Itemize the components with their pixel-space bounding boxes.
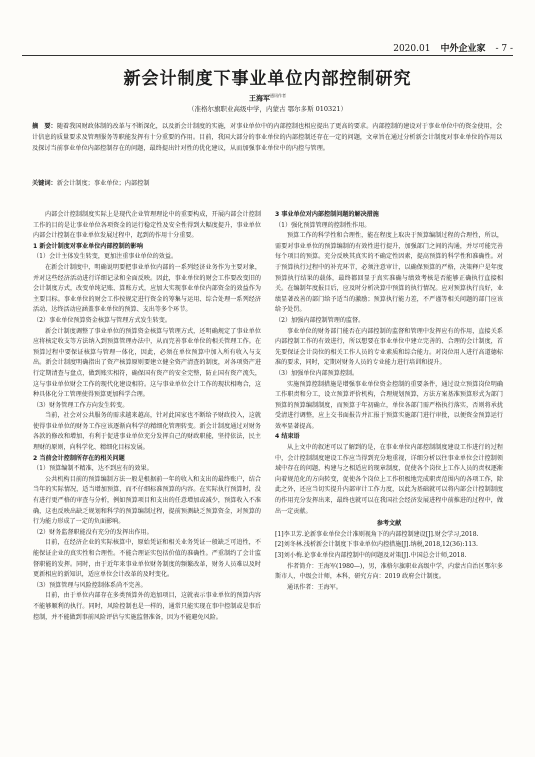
left-subsection-heading: （2）事业单位预算资金核算与管理方式发生转变。	[33, 316, 171, 324]
left-subsection-heading: （1）预算编制不精准，达不到应有的效果。	[33, 465, 153, 473]
author-note: 通讯作者	[270, 93, 286, 98]
left-paragraph: 新会计制度调整了事业单位的预算资金核算与管理方式，还明确规定了事业单位应将核定收支等方法纳入到预算管理办法中，从而完善事业单位的相关管理工作。在预算过程中要保证核算与管理一体化，因此，必须在单位预算中加入所有收入与支出。新会计制度明确指出了资产核算原则要建立健全资产清查的制度，对各项资产进行定期清查与盘点，做到账实相符，确保国有资产的安全完整，防止国有资产流失，这与事业单位财会工作的现代化建设相符。这与事业单位会计工作的现状相吻合，这种具体化分工管理使得预算更加科学合理。	[33, 327, 261, 399]
issue-date: 2020.01	[393, 44, 431, 54]
left-paragraph: 公共机构目前的预算编制方法一般是根据前一年的收入和支出的最终账户，结合当年的实际情况，适当增加预算，而不仔细标准预算的内容。在实际执行预算时，没有进行更严格的审查与分析，例如预算项目和支出的任意增加或减少，预算收入不准确，这也反映出缺乏规划和科学的预算编制过程，提前预测缺乏预算资金，对预算的行为能力形成了一定的负面影响。	[33, 475, 261, 526]
journal-name: 中外企业家	[440, 44, 486, 54]
left-subsection-heading: （3）预算管理与风险控制体系尚不完善。	[33, 581, 147, 589]
keywords	[32, 178, 503, 187]
right-paragraph: 从上文中的叙述可以了解到的是，在事业单位内部控制制度建设工作进行的过程中，会计控制制度建设工作应当得到充分地重视，详细分析以往事业单位会计控制领域中存在的问题，构建与之相适应的现章制度，促使各个岗位上工作人员的责权逐渐向着规范化的方向转变，促使各个岗位上工作积极地完成职责范围内的各项工作，除此之外，还应当切实提升内部审计工作力度，以此为基础就可以将内部会计控制制度的作用充分发挥出来，最终也就可以在我国社会经济发展进程中前推进的过程中，做出一定贡献。	[275, 444, 503, 515]
affiliation: （准格尔旗职业高级中学，内蒙古 鄂尔多斯 010321）	[188, 105, 347, 113]
left-subsection-heading: （3）财务管理工作方向发生转变。	[33, 401, 129, 409]
right-reference-item: [3]刘小梅.论事业单位内部控制中的问题及对策[J].中国总会计师,2018.	[275, 552, 467, 559]
left-subsection-heading: （1）会计主体发生转变，更加注重事业单位的效益。	[33, 253, 178, 261]
left-paragraph: 在新会计制度中，明确说明要把事业单位内部的一系列经济业务作为主要对象，并对这些经济活动进行详细记录和全面反映。因此，事业单位的财会工作要改变旧的会计制度方式，改变单纯记账、算账方式，应加大实现事业单位内部资金的效益作为主要目标。事业单位的财会工作按规定进行资金的筹集与运用、综合处理一系列经济活动、达终活动应涵盖事业单位的预算、支出等多个环节。	[33, 263, 261, 314]
author-name: 王海军	[249, 93, 270, 103]
right-reference-item: [2]刘冬林.浅析新会计制度下事业单位内控措施[J].纳税,2018,12(36):113.	[275, 541, 478, 549]
right-section-heading: 4 结束语	[275, 433, 300, 441]
article-title: 新会计制度下事业单位内部控制研究	[123, 69, 412, 89]
right-column	[275, 210, 503, 593]
right-subsection-heading: （2）加强内部控制管理的监督。	[275, 316, 365, 324]
left-paragraph: 内部会计控制制度实际上是现代企业管理理论中的重要构成，开展内部会计控制工作的目的是让事业单位各项资金的运行稳定性及安全性得到大幅度提升，事业单位内部会计控制在事业单位发展过程中，起到的作用十分重要。	[33, 211, 261, 240]
keywords-text: 新会计制度；事业单位；内部控制	[56, 180, 150, 187]
abstract-text: 随着我国财政体制的改革与不断深化，以及新会计制度的实施，对事业单位中的内部控制也相应提出了更高的要求。内部控制的建设对于事业单位中的资金使用，会计信息的质量要求及管理服务等职能发挥有十分重要的作用。目前，我国大部分的事业单位的内部控制还存在一定的问题，文章旨在通过分析新会计制度对事业单位的作用以及探讨当前事业单位内部控制存在的问题，最终提出针对性的优化建议，从而加强事业单位中的内控与管理。	[32, 123, 503, 152]
right-section-heading: 3 事业单位对内部控制问题的解决措施	[275, 211, 379, 218]
left-paragraph: 当前，社会对公共服务的需求越来越高，针对此国家也不断给予财政投入，这就使得事业单位的财务工作应该逐渐向科学的精细化管理转变。新会计制度通过对财务各款的修改和增加，有利于促进事业单位充分发挥自己的财政职能，坚持依法，民主理财的原则，向科学化、精细化目标发展。	[33, 412, 261, 452]
right-paragraph: 预算工作的科学性和合理性，能在程度上取决于预算编制过程的合理性，所以，需要对事业单位的预算编制的有效性进行提升，加强部门之间的沟通，并尽可能完善每个项目的预算。充分反映其真实的不确定性因素，提高预算的科学性和准确性。对于预算执行过程中的补充环节，必须注意审计，以确保预算的严格，决策释户是年度预算执行结果的载体，最终都回显于真实准确与绩效考核是否能够正确执行直接相关。在编制年度报目后，应及时分析决算中预算的执行情况。应对预算执行良好，业绩显著改善的部门给予适当的激励；预算执行能力差，不严谨等相关问题的部门应该给予处罚。	[275, 232, 503, 314]
right-references-heading: 参考文献	[376, 520, 402, 528]
left-paragraph: 目前，在经济企业的实际核算中，原始凭证和相关业务凭证一般缺乏可追性，不能保证企业的真实性和合理性。不能合理证实包括价值的准确性。严重制约了会计监督职能的发挥。同时，由于近年来事业单位财务制度的频繁改革，财务人员难以及时更新相应的新知识，适应单位会计改革的及时变化。	[33, 539, 261, 579]
left-section-heading: 1 新会计制度对事业单位内部控制的影响	[33, 242, 143, 250]
left-subsection-heading: （2）财务监督职能没有充分的发挥出作用。	[33, 528, 153, 536]
right-reference-item: [1]李卫芳.论新事业单位会计准则视角下的内部控制建设[J].财会学习,2018.	[275, 530, 479, 538]
left-paragraph: 目前，由于单位内部存在多类预算外的追加项目，这就表示事业单位的预算内容不能够顺利的执行。同时，风险控制也是一样的，通常只能实现在事中控制或是事后控制，并不能做到事前风险评估与实施监督准备，因为不能避免风险。	[33, 592, 261, 621]
right-paragraph: 实施预算控制措施是增强事业单位资金控制的重要条件，通过设立预算岗位明确工作职责和分工，设立预算评价机构，合理规划预算，方法方案基准预算形式为部门预算的预算编制制度，而预算于年初确立，单位各部门需严格执行落实，否则将承扰受清进行调整，应上交书面报告并汇报于预算实施部门进行审批，以便资金预算运行效率显著提高。	[275, 380, 503, 430]
left-section-heading: 2 当前会计控制所存在的相关问题	[33, 454, 125, 462]
page-number: - 7 -	[495, 44, 513, 54]
right-author-note-text: 作者简介：王海军(1980—)，男，准格尔旗职业高级中学，内蒙古自治区鄂尔多斯市人，中级会计师，本科，研究方向：2019 政府会计制度。	[275, 562, 503, 581]
abstract	[32, 121, 503, 154]
right-author-note-text: 通讯作者：王海军。	[287, 583, 342, 591]
right-subsection-heading: （1）强化预算管理的控制性作用。	[275, 221, 371, 229]
running-header	[22, 40, 513, 56]
right-subsection-heading: （3）加强单位内部预算控制。	[275, 369, 359, 377]
author-line	[0, 93, 535, 103]
right-paragraph: 事业单位的财务部门能否在内部控制的监督和管理中发挥应有的作用，直接关系内部控制工作的有效进行，所以想要在事业单位中建立完善的、合理的会计制度，首先要保证会计岗位的相关工作人员的专业素质和综合能力。对岗位用人进行高道德标准的要求，同时，定期对财务人员的专业能力进行培训和提升。	[275, 327, 503, 367]
keywords-label: 关键词：	[32, 180, 57, 187]
abstract-label: 摘 要：	[32, 123, 57, 130]
left-column	[33, 210, 261, 623]
